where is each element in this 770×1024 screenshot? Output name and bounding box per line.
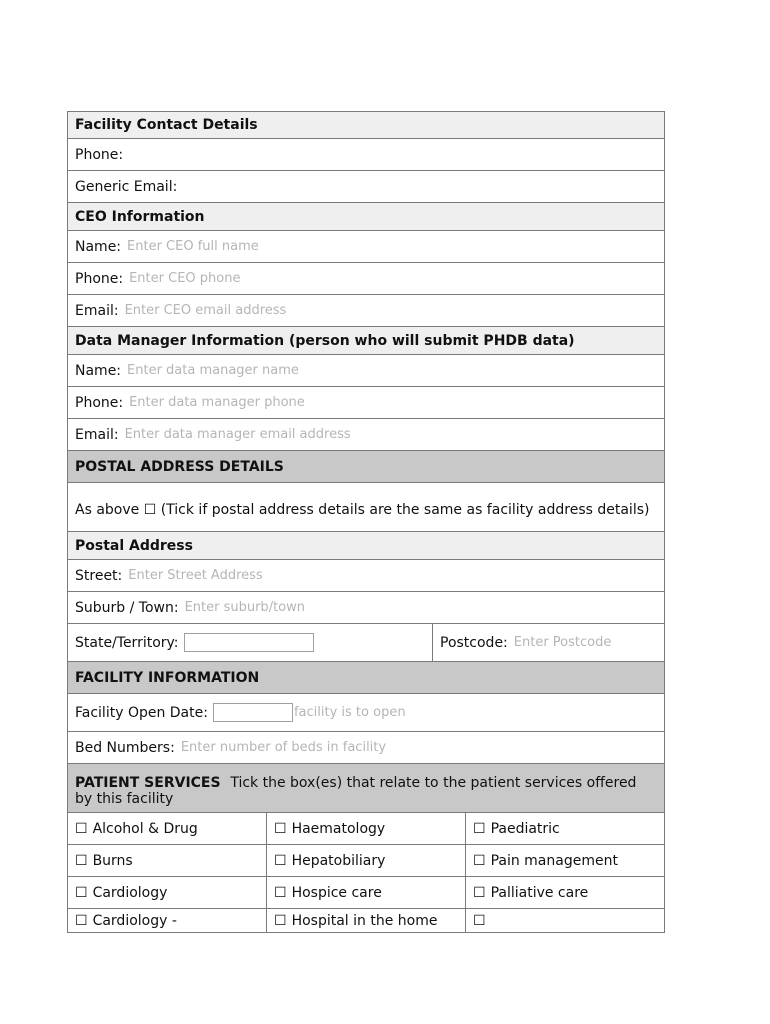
data-manager-email-field[interactable] [67, 419, 665, 451]
field-label: Email: [75, 426, 119, 443]
service-label: Haematology [291, 820, 386, 837]
service-label: Cardiology - [92, 912, 177, 929]
service-option[interactable] [267, 813, 466, 844]
service-label: Burns [92, 852, 133, 869]
postal-street-field[interactable] [67, 560, 665, 592]
field-label: Name: [75, 238, 122, 255]
field-label: Facility Open Date: [75, 704, 208, 721]
section-postal-address-details [67, 451, 665, 483]
field-label: Generic Email: [75, 178, 178, 195]
patient-services-grid [67, 813, 665, 933]
street-input[interactable]: Enter Street Address [128, 568, 263, 583]
checkbox-icon[interactable]: ☐ [274, 852, 287, 869]
field-label: Suburb / Town: [75, 599, 179, 616]
facility-form [67, 111, 665, 933]
field-label: Bed Numbers: [75, 739, 175, 756]
section-header-postal-address [67, 532, 665, 560]
section-header-facility-contact [67, 111, 665, 139]
service-option[interactable] [267, 845, 466, 876]
section-title: FACILITY INFORMATION [75, 669, 260, 686]
checkbox-icon[interactable]: ☐ [473, 912, 486, 929]
data-manager-phone-input[interactable]: Enter data manager phone [129, 395, 305, 410]
service-label: Hepatobiliary [291, 852, 386, 869]
section-header-label: Facility Contact Details [75, 117, 258, 133]
ceo-name-input[interactable]: Enter CEO full name [127, 239, 259, 254]
service-label: Pain management [490, 852, 618, 869]
service-option[interactable] [466, 845, 664, 876]
service-option[interactable] [68, 877, 267, 908]
section-title: POSTAL ADDRESS DETAILS [75, 458, 284, 475]
checkbox-icon[interactable]: ☐ [75, 820, 88, 837]
data-manager-phone-field[interactable] [67, 387, 665, 419]
checkbox-icon[interactable]: ☐ [473, 852, 486, 869]
state-select[interactable] [184, 633, 314, 652]
suburb-input[interactable]: Enter suburb/town [184, 600, 305, 615]
postcode-input[interactable]: Enter Postcode [513, 635, 612, 650]
service-label: Alcohol & Drug [92, 820, 198, 837]
checkbox-icon[interactable]: ☐ [75, 852, 88, 869]
field-label: Postcode: [440, 634, 508, 651]
field-label: Phone: [75, 270, 124, 287]
section-title: PATIENT SERVICES [75, 775, 221, 791]
field-label: Phone: [75, 394, 124, 411]
section-header-data-manager [67, 327, 665, 355]
section-header-label: Data Manager Information (person who will submit PHDB data) [75, 332, 575, 349]
ceo-name-field[interactable] [67, 231, 665, 263]
service-option[interactable] [68, 813, 267, 844]
service-label: Hospital in the home [291, 912, 438, 929]
section-facility-information [67, 662, 665, 694]
services-row [67, 813, 665, 845]
section-instruction: Tick the box(es) that relate to the patient services offered by this facility [75, 775, 637, 807]
postal-as-above-row[interactable] [67, 483, 665, 532]
field-label: Name: [75, 362, 122, 379]
service-option[interactable] [466, 909, 664, 932]
bed-numbers-field[interactable] [67, 732, 665, 764]
facility-phone-field[interactable] [67, 139, 665, 171]
service-label: Palliative care [490, 884, 589, 901]
patient-services-heading [75, 769, 657, 807]
service-label: Hospice care [291, 884, 382, 901]
service-label: Paediatric [490, 820, 560, 837]
checkbox-icon[interactable]: ☐ [75, 884, 88, 901]
section-header-label: CEO Information [75, 208, 205, 225]
checkbox-icon[interactable]: ☐ [274, 820, 287, 837]
services-row [67, 877, 665, 909]
postal-suburb-field[interactable] [67, 592, 665, 624]
field-label: Street: [75, 567, 123, 584]
field-label: Email: [75, 302, 119, 319]
data-manager-email-input[interactable]: Enter data manager email address [124, 427, 351, 442]
data-manager-name-input[interactable]: Enter data manager name [127, 363, 299, 378]
service-option[interactable] [267, 909, 466, 932]
field-label: State/Territory: [75, 634, 179, 651]
service-option[interactable] [68, 845, 267, 876]
checkbox-icon[interactable]: ☐ [274, 884, 287, 901]
open-date-input[interactable] [213, 703, 293, 722]
ceo-email-input[interactable]: Enter CEO email address [124, 303, 287, 318]
postal-state-postcode-row [67, 624, 665, 662]
service-option[interactable] [466, 877, 664, 908]
checkbox-icon[interactable]: ☐ [473, 884, 486, 901]
services-row [67, 909, 665, 933]
checkbox-icon[interactable]: ☐ [274, 912, 287, 929]
checkbox-icon[interactable]: ☐ [473, 820, 486, 837]
ceo-email-field[interactable] [67, 295, 665, 327]
data-manager-name-field[interactable] [67, 355, 665, 387]
ceo-phone-input[interactable]: Enter CEO phone [129, 271, 241, 286]
bed-numbers-input[interactable]: Enter number of beds in facility [180, 740, 387, 755]
section-header-ceo [67, 203, 665, 231]
as-above-checkbox-label[interactable]: As above ☐ (Tick if postal address details are the same as facility address details) [75, 502, 650, 518]
open-date-hint: facility is to open [293, 705, 406, 720]
field-label: Phone: [75, 146, 124, 163]
facility-email-field[interactable] [67, 171, 665, 203]
section-patient-services [67, 764, 665, 813]
service-option[interactable] [466, 813, 664, 844]
service-option[interactable] [68, 909, 267, 932]
checkbox-icon[interactable]: ☐ [75, 912, 88, 929]
facility-open-date-field[interactable] [67, 694, 665, 732]
services-row [67, 845, 665, 877]
postcode-cell [433, 624, 618, 661]
state-cell [68, 624, 433, 661]
section-header-label: Postal Address [75, 537, 193, 554]
ceo-phone-field[interactable] [67, 263, 665, 295]
service-label: Cardiology [92, 884, 168, 901]
service-option[interactable] [267, 877, 466, 908]
